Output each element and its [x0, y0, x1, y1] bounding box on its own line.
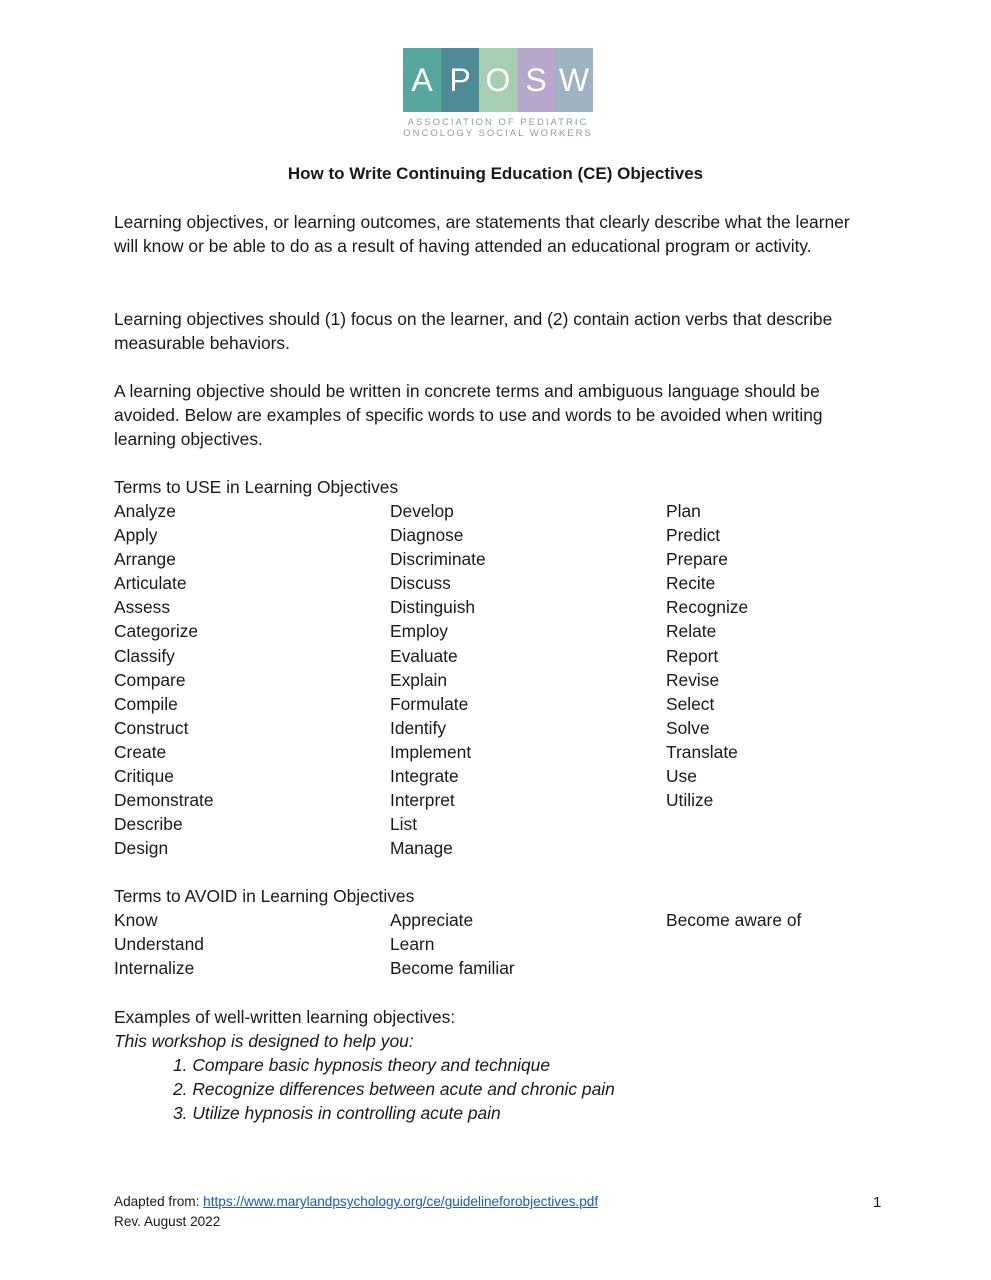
list-item: Solve — [666, 717, 710, 738]
logo-letter-blocks — [403, 48, 593, 112]
list-item: Revise — [666, 669, 720, 690]
list-item: Demonstrate — [114, 790, 214, 811]
list-item: 2. Recognize differences between acute and chronic pain — [173, 1079, 615, 1100]
list-item: Predict — [666, 525, 721, 546]
list-item: Develop — [390, 501, 454, 521]
examples-list — [173, 1053, 615, 1125]
list-item: Identify — [390, 717, 447, 738]
list-item: Translate — [666, 741, 738, 762]
logo-letter-s: S — [517, 48, 555, 112]
terms-avoid-heading: Terms to AVOID in Learning Objectives — [114, 886, 415, 906]
list-item: 1. Compare basic hypnosis theory and technique — [173, 1055, 551, 1075]
list-item: Assess — [114, 597, 171, 618]
source-link[interactable]: https://www.marylandpsychology.org/ce/guidelineforobjectives.pdf — [203, 1194, 599, 1209]
list-item: Recognize — [666, 597, 749, 618]
list-item: Recite — [666, 573, 716, 594]
list-item: Know — [114, 910, 158, 930]
list-item: Construct — [114, 717, 189, 738]
list-item: Implement — [390, 741, 472, 762]
list-item: Critique — [114, 766, 174, 787]
logo-subtitle — [403, 117, 593, 139]
list-item: List — [390, 814, 418, 835]
footer — [114, 1192, 598, 1232]
examples-intro: This workshop is designed to help you: — [114, 1031, 414, 1051]
list-item: Formulate — [390, 693, 469, 714]
terms-avoid-column-1 — [114, 908, 204, 980]
list-item: Plan — [666, 501, 701, 521]
list-item: Evaluate — [390, 645, 458, 666]
list-item: Create — [114, 741, 167, 762]
concrete-terms-paragraph: A learning objective should be written in concrete terms and ambiguous language should be avoided. Below are examples of specific words to use and words to be avoided when writing learning objectives. — [114, 381, 823, 450]
page-number: 1 — [873, 1194, 882, 1211]
page-title: How to Write Continuing Education (CE) Objectives — [287, 164, 704, 183]
footer-source-line — [114, 1192, 598, 1212]
list-item: Apply — [114, 525, 158, 546]
list-item: Understand — [114, 934, 204, 955]
list-item: Select — [666, 693, 715, 714]
list-item: Relate — [666, 621, 717, 642]
footer-adapted-label: Adapted from: — [114, 1194, 204, 1209]
terms-use-heading: Terms to USE in Learning Objectives — [114, 477, 399, 497]
list-item: Diagnose — [390, 525, 464, 546]
list-item: Describe — [114, 814, 183, 835]
logo-subtitle-line1: ASSOCIATION OF PEDIATRIC — [407, 117, 589, 128]
list-item: Prepare — [666, 549, 728, 570]
logo-letter-w: W — [555, 48, 593, 112]
logo-letter-p: P — [441, 48, 479, 112]
list-item: Classify — [114, 645, 175, 666]
logo-letter-o: O — [479, 48, 517, 112]
list-item: Arrange — [114, 549, 176, 570]
examples-heading: Examples of well-written learning objectives: — [114, 1007, 456, 1027]
terms-use-column-2 — [390, 499, 486, 860]
list-item: Learn — [390, 934, 435, 955]
list-item: Design — [114, 838, 169, 859]
intro-paragraph: Learning objectives, or learning outcomes, are statements that clearly describe what the learner will know or be able to do as a result of having attended an educational program or activity. — [114, 212, 850, 257]
list-item: Manage — [390, 838, 453, 859]
list-item: 3. Utilize hypnosis in controlling acute pain — [173, 1103, 501, 1124]
list-item: Compile — [114, 693, 178, 714]
list-item: Compare — [114, 669, 186, 690]
list-item: Interpret — [390, 790, 455, 811]
list-item: Employ — [390, 621, 448, 642]
list-item: Internalize — [114, 958, 195, 979]
terms-use-column-3 — [666, 499, 748, 812]
objectives-criteria-paragraph: Learning objectives should (1) focus on the learner, and (2) contain action verbs that describe measurable behaviors. — [114, 309, 833, 354]
terms-use-column-1 — [114, 499, 214, 860]
list-item: Become aware of — [666, 910, 802, 930]
list-item: Report — [666, 645, 719, 666]
list-item: Become familiar — [390, 958, 515, 979]
list-item: Appreciate — [390, 910, 474, 930]
footer-revision: Rev. August 2022 — [114, 1214, 221, 1229]
list-item: Utilize — [666, 790, 714, 811]
aposw-logo — [403, 48, 593, 139]
list-item: Analyze — [114, 501, 176, 521]
list-item: Articulate — [114, 573, 187, 594]
terms-avoid-column-3 — [666, 908, 801, 932]
list-item: Categorize — [114, 621, 199, 642]
list-item: Integrate — [390, 766, 459, 787]
list-item: Discuss — [390, 573, 451, 594]
terms-avoid-column-2 — [390, 908, 515, 980]
list-item: Use — [666, 766, 697, 787]
list-item: Explain — [390, 669, 448, 690]
logo-letter-a: A — [403, 48, 441, 112]
list-item: Discriminate — [390, 549, 486, 570]
list-item: Distinguish — [390, 597, 476, 618]
logo-subtitle-line2: ONCOLOGY SOCIAL WORKERS — [403, 128, 593, 139]
